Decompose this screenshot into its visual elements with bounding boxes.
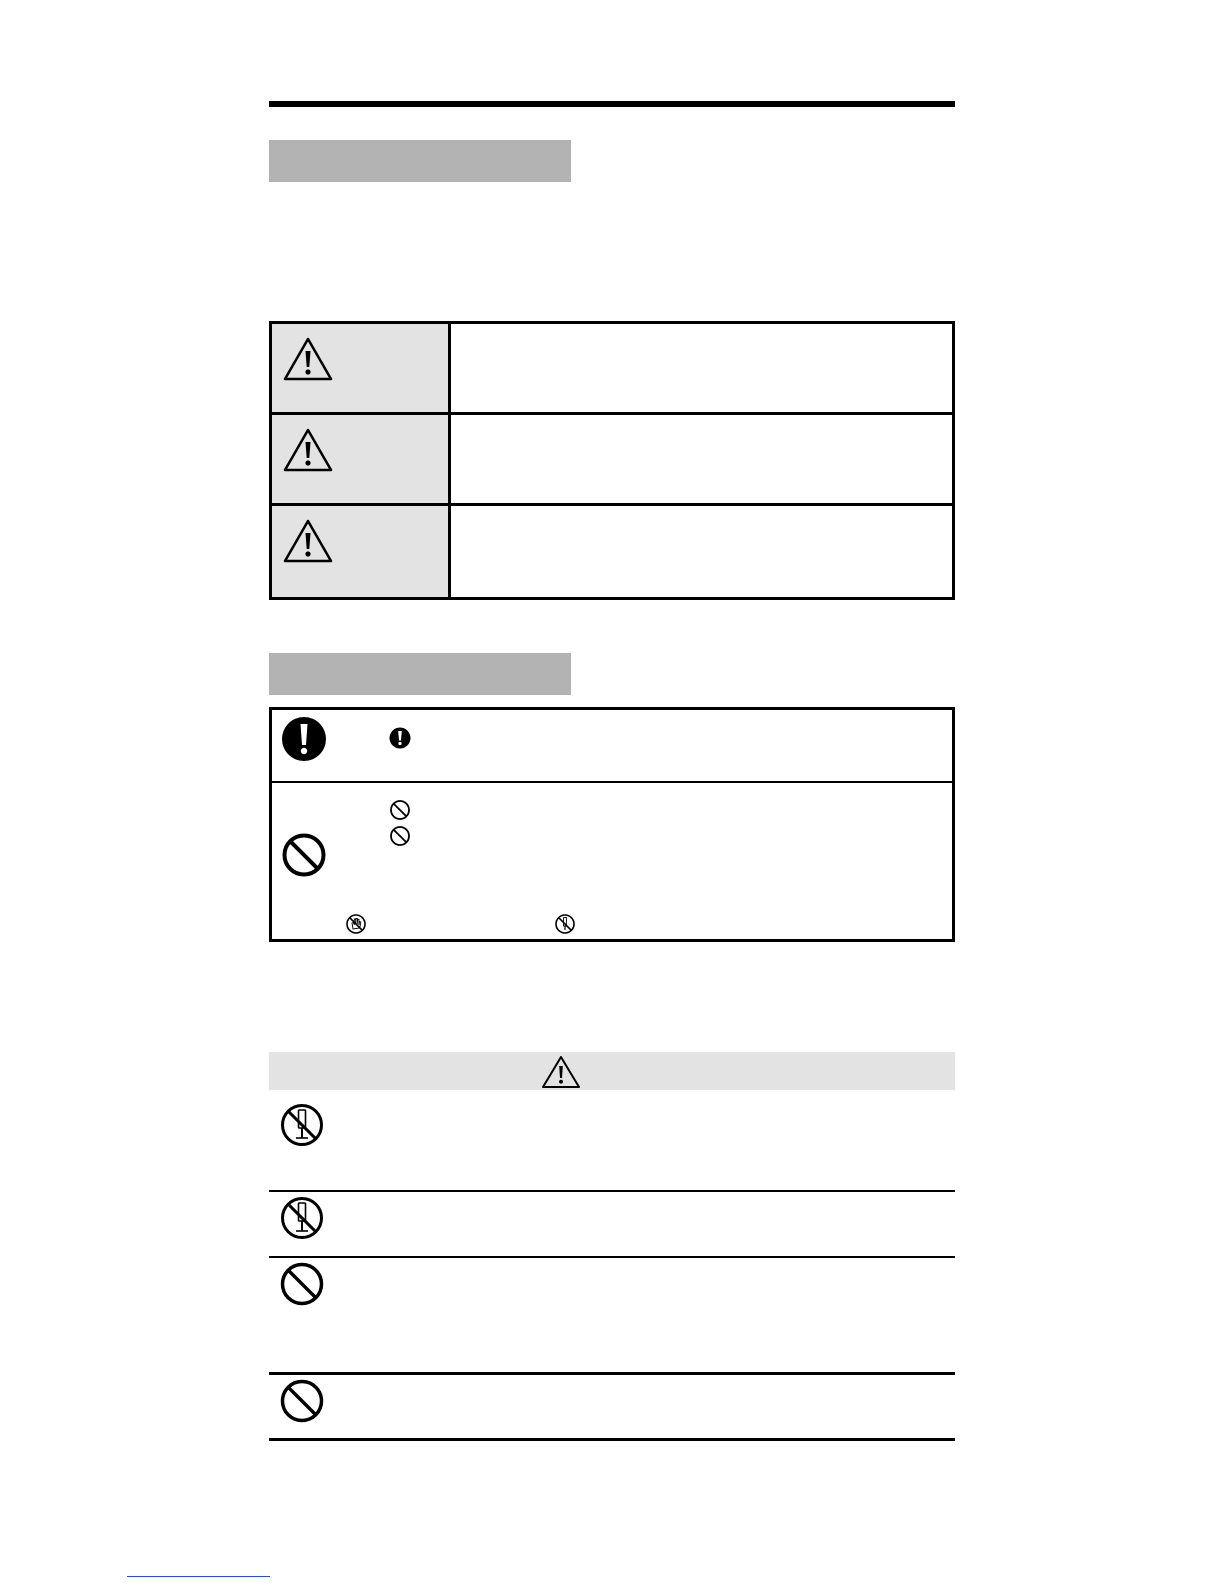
signal-row-3 bbox=[272, 506, 952, 597]
warning-triangle-icon bbox=[282, 518, 334, 564]
divider bbox=[269, 1438, 955, 1441]
no-disassembly-icon bbox=[279, 1102, 325, 1148]
prohibition-circle-icon bbox=[279, 1261, 325, 1307]
signal-words-table bbox=[269, 321, 955, 600]
top-rule bbox=[269, 101, 955, 107]
prohibition-small-icon bbox=[389, 799, 411, 821]
prohibition-small-icon bbox=[389, 825, 411, 847]
warning-header bbox=[269, 1052, 955, 1090]
no-touch-icon bbox=[345, 913, 367, 935]
warning-triangle-icon bbox=[282, 427, 334, 473]
divider bbox=[269, 1372, 955, 1375]
warning-triangle-icon bbox=[282, 336, 334, 382]
exclamation-circle-icon bbox=[281, 716, 327, 762]
warning-triangle-icon bbox=[541, 1055, 581, 1089]
prohibition-circle-icon bbox=[279, 1378, 325, 1424]
no-disassembly-icon bbox=[554, 913, 576, 935]
footer-link-underline[interactable] bbox=[127, 1576, 270, 1577]
prohibition-row bbox=[272, 783, 952, 939]
signal-row-2 bbox=[272, 415, 952, 506]
prohibition-circle-icon bbox=[281, 832, 327, 878]
section-heading-signal-words bbox=[269, 140, 571, 182]
mandatory-row bbox=[272, 710, 952, 783]
divider bbox=[269, 1190, 955, 1192]
signal-row-1 bbox=[272, 324, 952, 415]
symbols-table bbox=[269, 707, 955, 942]
section-heading-symbols bbox=[269, 653, 571, 695]
divider bbox=[269, 1256, 955, 1258]
no-disassembly-icon bbox=[279, 1195, 325, 1241]
exclamation-circle-small-icon bbox=[389, 727, 411, 749]
